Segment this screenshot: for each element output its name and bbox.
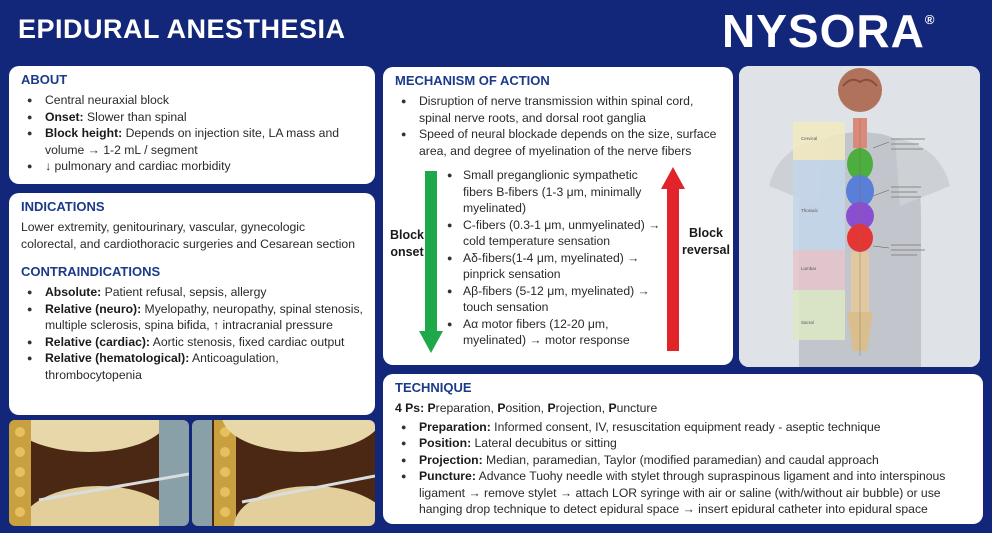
about-item: ● Onset: Slower than spinal xyxy=(21,109,363,126)
technique-heading: TECHNIQUE xyxy=(395,380,472,395)
about-item: ● Central neuraxial block xyxy=(21,92,363,109)
technique-item: ● Puncture: Advance Tuohy needle with stylet through supraspinous ligament and into interspinous ligament → remove stylet → attach LOR syringe with air or saline (with/without air bubble) or use hanging drop technique to detect epidural space → insert epidural catheter into epidural space xyxy=(395,468,971,518)
about-item: ● Block height: Depends on injection site, LA mass and volume → 1-2 mL / segment xyxy=(21,125,363,158)
four-ps-subtitle: 4 Ps: Preparation, Position, Projection, Puncture xyxy=(395,401,658,415)
indications-text: Lower extremity, genitourinary, vascular, gynecologic colorectal, and cardiothoracic surgeries and Cesarean section xyxy=(21,220,355,251)
region-label-thoracic: Thoracic xyxy=(801,208,819,213)
mechanism-item: ● Speed of neural blockade depends on the size, surface area, and degree of myelination of the nerve fibers xyxy=(395,126,721,159)
fiber-item: ● Aβ-fibers (5-12 μm, myelinated) → touch sensation xyxy=(441,283,667,316)
about-heading: ABOUT xyxy=(21,72,68,87)
fiber-item: ● Aα motor fibers (12-20 μm, myelinated) → motor response xyxy=(441,316,667,349)
fiber-item: ● Aδ-fibers(1-4 μm, myelinated) → pinprick sensation xyxy=(441,250,667,283)
mechanism-card xyxy=(383,67,733,365)
technique-item: ● Projection: Median, paramedian, Taylor (modified paramedian) and caudal approach xyxy=(395,452,971,469)
epidural-needle-illustration-1 xyxy=(9,420,189,526)
fiber-item: ● C-fibers (0.3-1 μm, unmyelinated) → cold temperature sensation xyxy=(441,217,667,250)
contraindications-heading: CONTRAINDICATIONS xyxy=(21,264,161,279)
fiber-item: ● Small preganglionic sympathetic fibers B-fibers (1-3 μm, minimally myelinated) xyxy=(441,167,667,217)
technique-card xyxy=(383,374,983,524)
epidural-needle-illustration-2 xyxy=(192,420,375,526)
dermatome-illustration xyxy=(739,66,980,367)
region-label-sacral: Sacral xyxy=(801,320,814,325)
mechanism-heading: MECHANISM OF ACTION xyxy=(395,73,550,88)
indications-heading: INDICATIONS xyxy=(21,199,105,214)
indications-card xyxy=(9,193,375,415)
technique-item: ● Position: Lateral decubitus or sitting xyxy=(395,435,971,452)
technique-item: ● Preparation: Informed consent, IV, resuscitation equipment ready - aseptic technique xyxy=(395,419,971,436)
contraindication-item: ● Relative (neuro): Myelopathy, neuropathy, spinal stenosis, multiple sclerosis, spina bifida, ↑ intracranial pressure xyxy=(21,301,363,334)
contraindication-item: ● Relative (cardiac): Aortic stenosis, fixed cardiac output xyxy=(21,334,363,351)
about-item: ● ↓ pulmonary and cardiac morbidity xyxy=(21,158,363,175)
spine-anatomy-figure xyxy=(739,66,980,367)
block-onset-label: Block onset xyxy=(389,228,425,259)
contraindication-item: ● Relative (hematological): Anticoagulation, thrombocytopenia xyxy=(21,350,363,383)
region-label-lumbar: Lumbar xyxy=(801,266,817,271)
nysora-logo: NYSORA® xyxy=(722,5,936,57)
block-reversal-label: Block reversal xyxy=(682,226,730,257)
block-onset-arrow xyxy=(419,171,443,353)
about-card xyxy=(9,66,375,184)
region-label-cervical: Cervical xyxy=(801,136,818,141)
contraindication-item: ● Absolute: Patient refusal, sepsis, allergy xyxy=(21,284,363,301)
page-title: EPIDURAL ANESTHESIA xyxy=(18,14,346,44)
mechanism-item: ● Disruption of nerve transmission within spinal cord, spinal nerve roots, and dorsal root ganglia xyxy=(395,93,721,126)
